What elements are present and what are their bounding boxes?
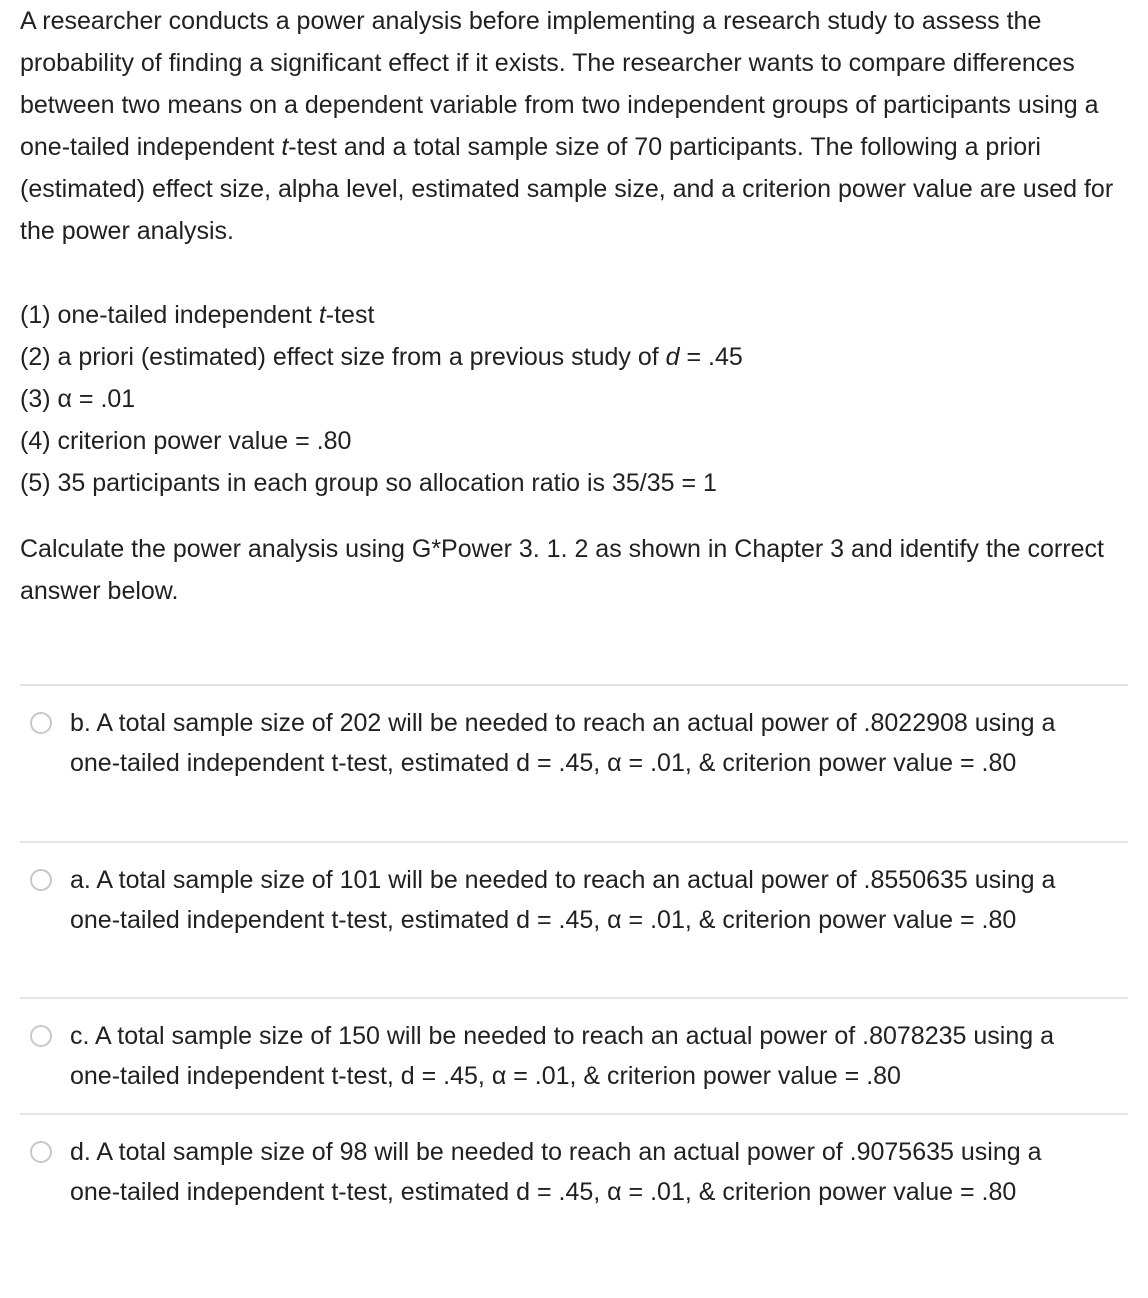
option-d[interactable] bbox=[20, 1113, 1128, 1273]
parameter-item-3: (3) α = .01 bbox=[20, 385, 136, 413]
parameter-item-2: (2) a priori (estimated) effect size from a previous study of d = .45 bbox=[20, 343, 743, 371]
option-d-label[interactable]: d. A total sample size of 98 will be needed to reach an actual power of .9075635 using a one-tailed independent t-test, estimated d = .45, α = .01, & criterion power value = .80 bbox=[70, 1138, 1042, 1206]
question-body bbox=[20, 0, 1132, 612]
option-b[interactable] bbox=[20, 684, 1128, 841]
option-a-label[interactable]: a. A total sample size of 101 will be needed to reach an actual power of .8550635 using a one-tailed independent t-test, estimated d = .45, α = .01, & criterion power value = .80 bbox=[70, 866, 1056, 934]
option-c[interactable] bbox=[20, 997, 1128, 1113]
parameter-item-4: (4) criterion power value = .80 bbox=[20, 427, 352, 455]
parameter-item-5: (5) 35 participants in each group so allocation ratio is 35/35 = 1 bbox=[20, 469, 717, 497]
parameter-item-1: (1) one-tailed independent t-test bbox=[20, 301, 375, 329]
question-instruction: Calculate the power analysis using G*Power 3. 1. 2 as shown in Chapter 3 and identify the correct answer below. bbox=[20, 535, 1104, 605]
radio-button-icon[interactable] bbox=[30, 1025, 52, 1047]
option-a[interactable] bbox=[20, 841, 1128, 997]
option-c-label[interactable]: c. A total sample size of 150 will be needed to reach an actual power of .8078235 using a one-tailed independent t-test, d = .45, α = .01, & criterion power value = .80 bbox=[70, 1022, 1054, 1090]
radio-button-icon[interactable] bbox=[30, 1141, 52, 1163]
parameter-list bbox=[20, 294, 1132, 504]
question-intro: A researcher conducts a power analysis before implementing a research study to assess the probability of finding a significant effect if it exists. The researcher wants to compare differences between two means on a dependent variable from two independent groups of participants using a one-tailed independent t-test and a total sample size of 70 participants. The following a priori (estimated) effect size, alpha level, estimated sample size, and a criterion power value are used for the power analysis. bbox=[20, 7, 1114, 245]
option-b-label[interactable]: b. A total sample size of 202 will be needed to reach an actual power of .8022908 using a one-tailed independent t-test, estimated d = .45, α = .01, & criterion power value = .80 bbox=[70, 709, 1056, 777]
radio-button-icon[interactable] bbox=[30, 869, 52, 891]
answer-options bbox=[20, 684, 1128, 1273]
radio-button-icon[interactable] bbox=[30, 712, 52, 734]
